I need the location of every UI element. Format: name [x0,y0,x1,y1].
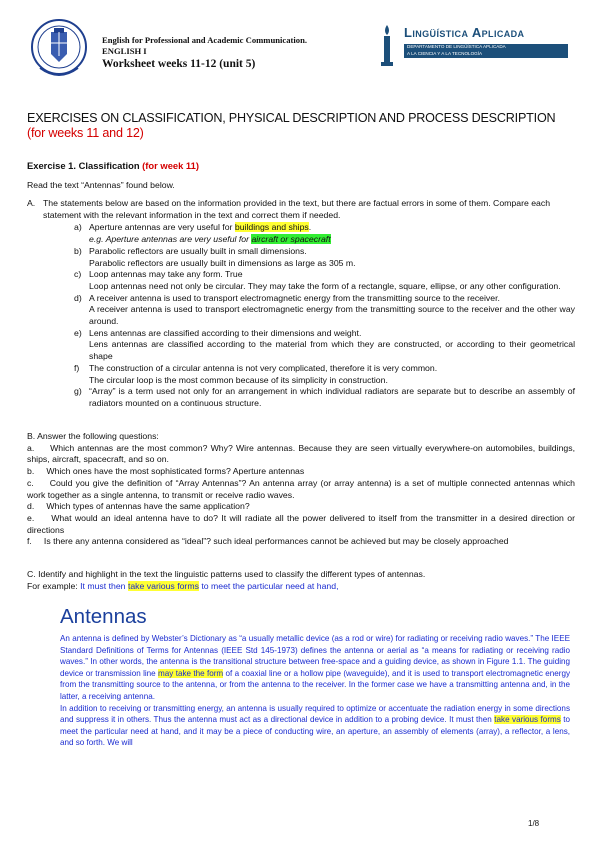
question-text: Which ones have the most sophisticated forms? Aperture antennas [46,466,305,477]
paragraph-text: of a coaxial line or a hollow pipe (waveguide), and it is used to transport electromagnetic energy from the transmitting source to the antenna, or from the antenna to the receiver. In the former case we have a transmitting antenna and, in the latter, a receiving antenna. [60,668,571,701]
item-letter: a) [74,222,82,233]
item-statement: Parabolic reflectors are usually built in small dimensions. [89,245,307,256]
section-b-heading: B. Answer the following questions: [27,431,159,441]
lab-name: Lingüística Aplicada [404,25,525,40]
lab-line2: A LA CIENCIA Y A LA TECNOLOGÍA [407,50,483,56]
statement-end: . [308,222,312,233]
question [27,513,575,536]
section-a-text: The statements below are based on the information provided in the text, but there are factual errors in some of them. Compare each statement with the relevant information in the text and correct them if needed. [43,198,551,220]
item-statement: Lens antennas are classified according to their dimensions and weight. [89,327,362,338]
highlight-yellow: buildings and ships [234,222,309,233]
item-answer: Loop antennas need not only be circular. They may take the form of a rectangle, square, ellipse, or any other configuration. [89,280,561,291]
header [30,16,570,86]
question [27,501,575,513]
item-body [89,293,575,328]
list-item [74,293,575,328]
section-c-example [27,581,575,593]
question [27,536,575,548]
section-a-marker: A. [27,198,36,208]
course-line2: ENGLISH I [102,46,147,56]
exercise-intro: Read the text “Antennas” found below. [27,180,175,190]
highlight-green: aircraft or spacecraft [251,234,331,245]
example-post: to meet the particular need at hand, [201,580,339,591]
item-answer: Lens antennas are classified according to the material from which they are constructed, or according to their geometrical shape [89,339,575,362]
example-text: e.g. Aperture antennas are very useful for [89,234,250,245]
article-title: Antennas [60,605,147,628]
example-pre: It must then [80,580,126,591]
item-letter: b) [74,245,82,256]
list-item [74,386,575,409]
section-a [27,198,575,410]
question-text: Which antennas are the most common? Why? Wire antennas. Because they are seen virtually everywhere-on automobiles, buildings, ships, aircraft, spacecraft, and so on. [27,442,575,465]
item-body [89,269,575,292]
highlight-yellow: may take the form [158,668,224,678]
question [27,478,575,501]
item-body [89,222,575,245]
section-c [27,569,575,592]
item-letter: c) [74,269,82,280]
university-seal-icon [30,16,88,82]
item-answer: Parabolic reflectors are usually built in dimensions as large as 305 m. [89,257,356,268]
list-item [74,328,575,363]
item-statement: “Array” is a term used not only for an arrangement in which individual radiators are separate but to describe an assembly of radiators mounted on a continuous structure. [89,386,575,408]
item-body [89,328,575,363]
question-letter: c. [27,477,34,488]
item-statement: The construction of a circular antenna is not very complicated, therefore it is very common. [89,362,438,373]
item-letter: f) [74,362,80,373]
article-paragraph [60,633,570,703]
example-label: For example: [27,580,78,591]
list-item [74,246,575,269]
question-letter: e. [27,512,35,523]
item-letter: g) [74,386,82,397]
exercise-note: (for week 11) [142,160,199,171]
question-text: What would an ideal antenna have to do? It will radiate all the power delivered to itself from the transmitter in a desired direction or directions [27,512,575,535]
exercise-heading [27,160,199,172]
item-body [89,246,575,269]
question-letter: a. [27,442,35,453]
statement-list [74,222,575,409]
item-answer: A receiver antenna is used to transport electromagnetic energy from the transmitting source to the receiver and the other way around. [89,304,575,327]
department-logo [374,24,570,68]
candle-logo-icon [378,24,396,68]
lab-line1: DEPARTAMENTO DE LINGÜÍSTICA APLICADA [407,44,506,49]
question [27,466,575,478]
lab-banner [404,44,568,58]
item-statement [89,222,575,234]
course-line1: English for Professional and Academic Communication. [102,35,307,45]
statement-text: Aperture antennas are very useful for [89,222,233,233]
course-title [102,35,307,57]
item-letter: d) [74,292,82,303]
section-b [27,431,575,548]
item-body [89,386,575,409]
article-paragraph [60,703,570,749]
item-letter: e) [74,327,82,338]
question-letter: d. [27,501,35,512]
question-text: Could you give the definition of “Array Antennas”? An antenna array (or array antenna) is a set of multiple connected antennas which work together as a single antenna, to transmit or receive radio waves. [27,477,575,500]
article-body [60,633,570,749]
item-answer: The circular loop is the most common because of its simplicity in construction. [89,374,388,385]
question-text: Is there any antenna considered as “ideal”? such ideal performances cannot be achieved but may be closely approached [43,536,509,547]
paragraph-text: An antenna is defined by Webster’s Dictionary as “a usually metallic device (as a rod or wire) for radiating or receiving radio waves.” The IEEE Standard Definitions of Terms for Antennas (IEEE Std 145-1973) defines the antenna or aerial as “a means for radiating or receiving radio waves.” In other words, the antenna is the transitional structure between free-space and a guiding device, as shown in Figure 1.1. The guiding device or transmission line [60,634,570,678]
title-text: EXERCISES ON CLASSIFICATION, PHYSICAL DESCRIPTION AND PROCESS DESCRIPTION [27,111,556,125]
section-c-heading: C. Identify and highlight in the text the linguistic patterns used to classify the different types of antennas. [27,569,426,579]
item-body [89,363,575,386]
list-item [74,269,575,292]
list-item [74,222,575,245]
worksheet-title: Worksheet weeks 11-12 (unit 5) [102,58,256,70]
question-letter: f. [27,536,32,547]
page-number: 1/8 [528,819,540,828]
question [27,443,575,466]
exercise-label: Exercise 1. Classification [27,160,140,171]
highlight-yellow: take various forms [127,580,199,591]
highlight-yellow: take various forms [494,715,561,725]
title-note: (for weeks 11 and 12) [27,126,144,140]
item-example [89,234,575,246]
section-a-lead [27,198,575,221]
page-title [27,111,567,141]
question-text: Which types of antennas have the same application? [46,501,250,512]
question-letter: b. [27,466,35,477]
paragraph-text: In addition to receiving or transmitting energy, an antenna is usually required to optimize or accentuate the radiation energy in some directions and suppress it in others. Thus the antenna must act as a directional device in addition to a probing device. It must then [60,703,570,725]
item-statement: Loop antennas may take any form. True [89,269,243,280]
paragraph-text: to meet the particular need at hand, and it may be a piece of conducting wire, an aperture, an assembly of elements (array), a reflector, a lens, and so forth. We will [60,715,571,748]
item-statement: A receiver antenna is used to transport electromagnetic energy from the transmitting source to the receiver. [89,292,500,303]
list-item [74,363,575,386]
